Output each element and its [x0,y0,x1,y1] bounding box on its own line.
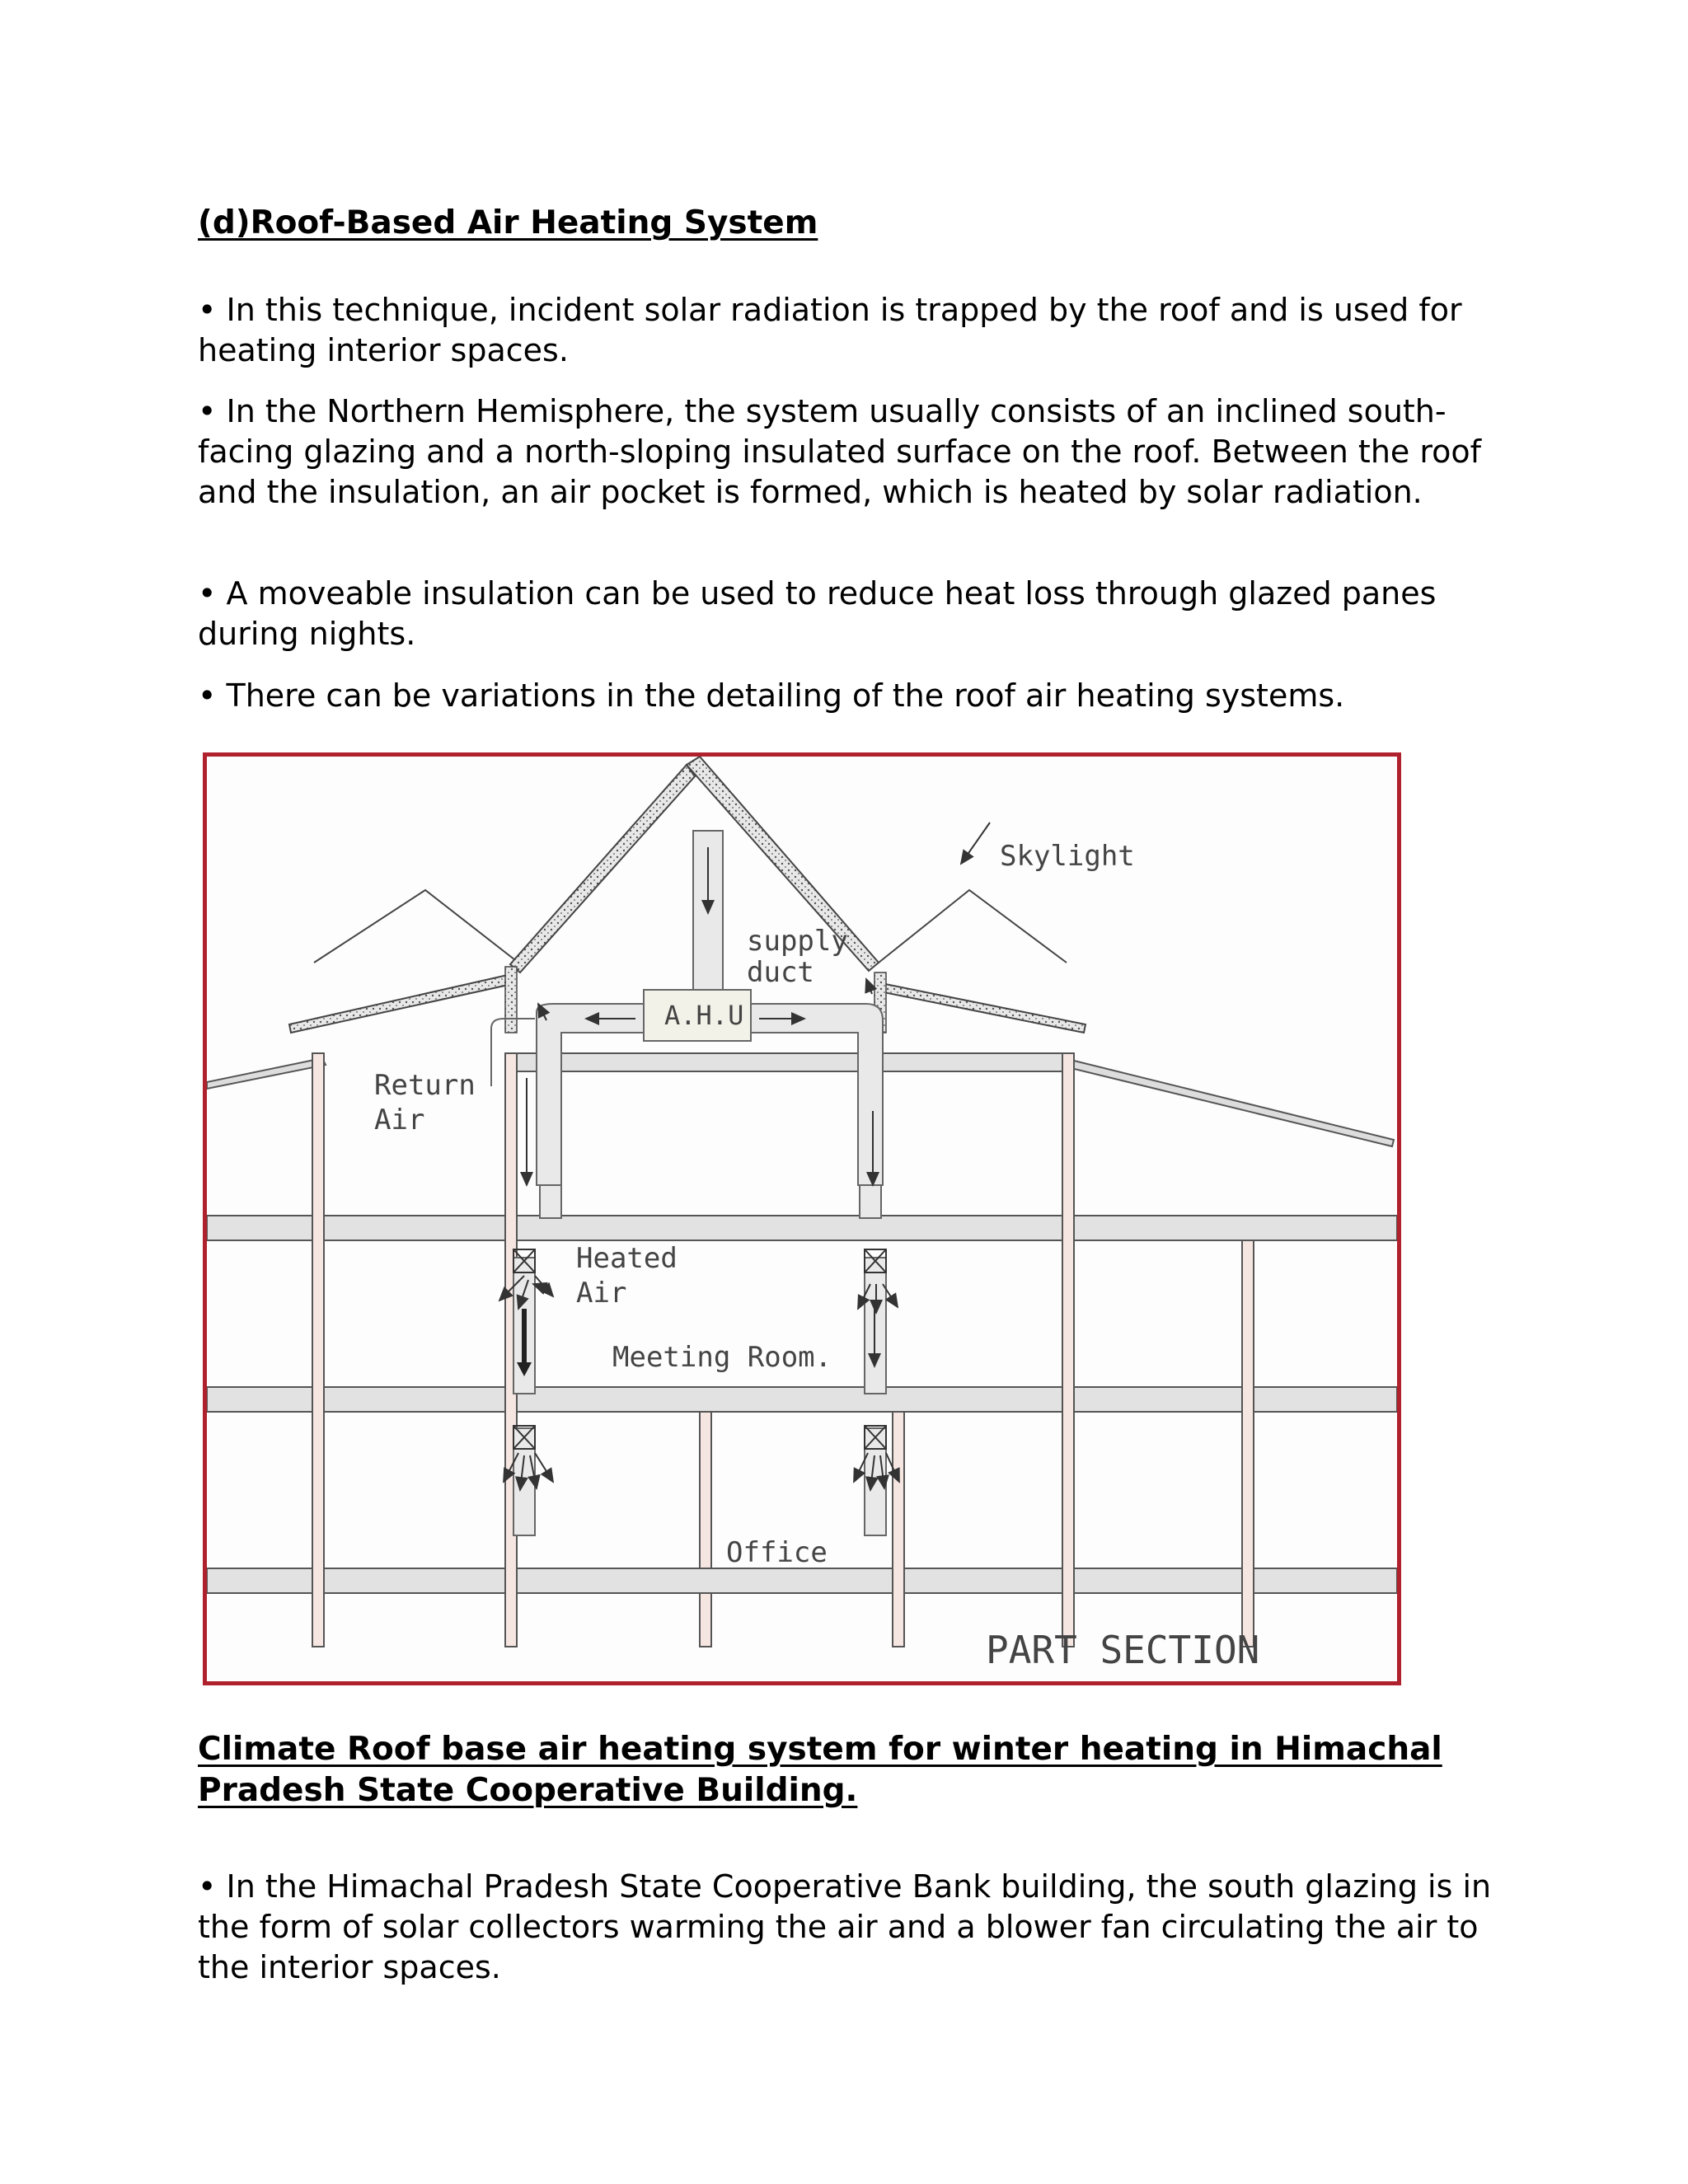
bullet-paragraph: • In the Northern Hemisphere, the system usually consists of an inclined south-facing glazing and a north-sloping insulated surface on the roof. Between the roof and the insulation, an air pocket is formed, which is heated by solar radiation. [198,393,1482,510]
supply-duct-label-line2: duct [747,956,814,989]
heated-air-label-line1: Heated [576,1242,678,1275]
ahu-label: A.H.U [664,1000,744,1031]
return-air-label-line2: Air [374,1104,425,1137]
return-air-label-line1: Return [374,1069,476,1102]
bullet-paragraph: • There can be variations in the detailing of the roof air heating systems. [198,677,1345,714]
part-section-label: PART SECTION [986,1628,1260,1672]
heated-air-label-line2: Air [576,1277,627,1310]
bullet-paragraph: • A moveable insulation can be used to reduce heat loss through glazed panes during nights. [198,575,1437,652]
bullet-paragraph: • In the Himachal Pradesh State Cooperative Bank building, the south glazing is in the form of solar collectors warming the air and a blower fan circulating the air to the interior spaces. [198,1868,1492,1985]
right-skylight [879,890,1067,963]
office-label: Office [726,1536,828,1569]
section-drawing [207,757,1397,1681]
section-heading: (d)Roof-Based Air Heating System [198,204,818,241]
meeting-room-label: Meeting Room. [612,1341,832,1374]
left-skylight [314,890,518,963]
skylight-label: Skylight [1000,840,1135,873]
roof-air-heating-section-figure [203,752,1401,1685]
bullet-paragraph: • In this technique, incident solar radiation is trapped by the roof and is used for heating interior spaces. [198,292,1462,368]
section2-heading: Climate Roof base air heating system for winter heating in Himachal Pradesh State Cooperative Building. [198,1731,1442,1809]
supply-duct-label-line1: supply [747,925,848,958]
